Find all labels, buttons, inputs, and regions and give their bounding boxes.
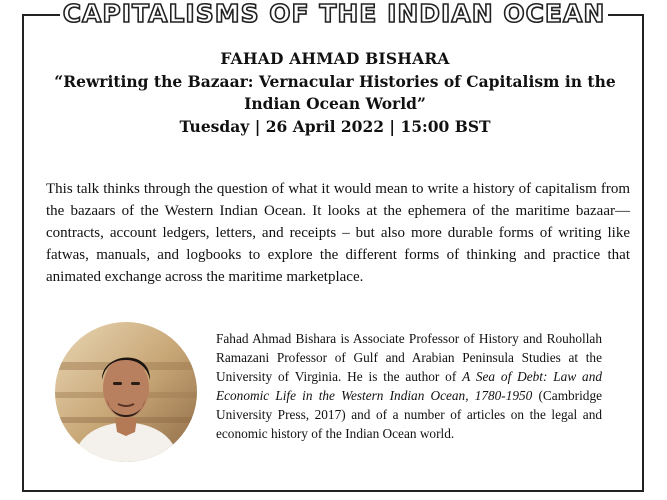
talk-abstract: This talk thinks through the question of what it would mean to write a history of capitalism from the bazaars of the Western Indian Ocean. It looks at the ephemera of the maritime bazaar— contracts, account ledgers, letters, and receipts – but also more durable forms of writing like fatwas, manuals, and logbooks to explore the different forms of thinking and practice that animated exchange across the maritime marketplace. xyxy=(46,181,630,285)
event-header xyxy=(40,48,630,138)
talk-title-line-1: “Rewriting the Bazaar: Vernacular Histories of Capitalism in the xyxy=(54,72,616,91)
book-title: A Sea of Debt: Law and Economic Life in the Western Indian Ocean, 1780-1950 xyxy=(216,369,602,403)
speaker-bio xyxy=(216,329,602,443)
talk-title-line-2: Indian Ocean World” xyxy=(244,94,426,113)
speaker-name: FAHAD AHMAD BISHARA xyxy=(220,49,450,68)
series-title: CAPITALISMS OF THE INDIAN OCEAN xyxy=(60,0,608,30)
bio-text-1: Fahad Ahmad Bishara is Associate Professor of History and Rouhollah Ramazani Professor of Gulf and Arabian Peninsula Studies at the University of Virginia. He is the author of xyxy=(216,331,602,384)
speaker-photo xyxy=(55,322,197,462)
event-datetime: Tuesday | 26 April 2022 | 15:00 BST xyxy=(179,117,491,136)
bio-text-2: (Cambridge University Press, 2017) and of a number of articles on the legal and economic history of the Indian Ocean world. xyxy=(216,388,603,441)
talk-title xyxy=(40,71,630,115)
